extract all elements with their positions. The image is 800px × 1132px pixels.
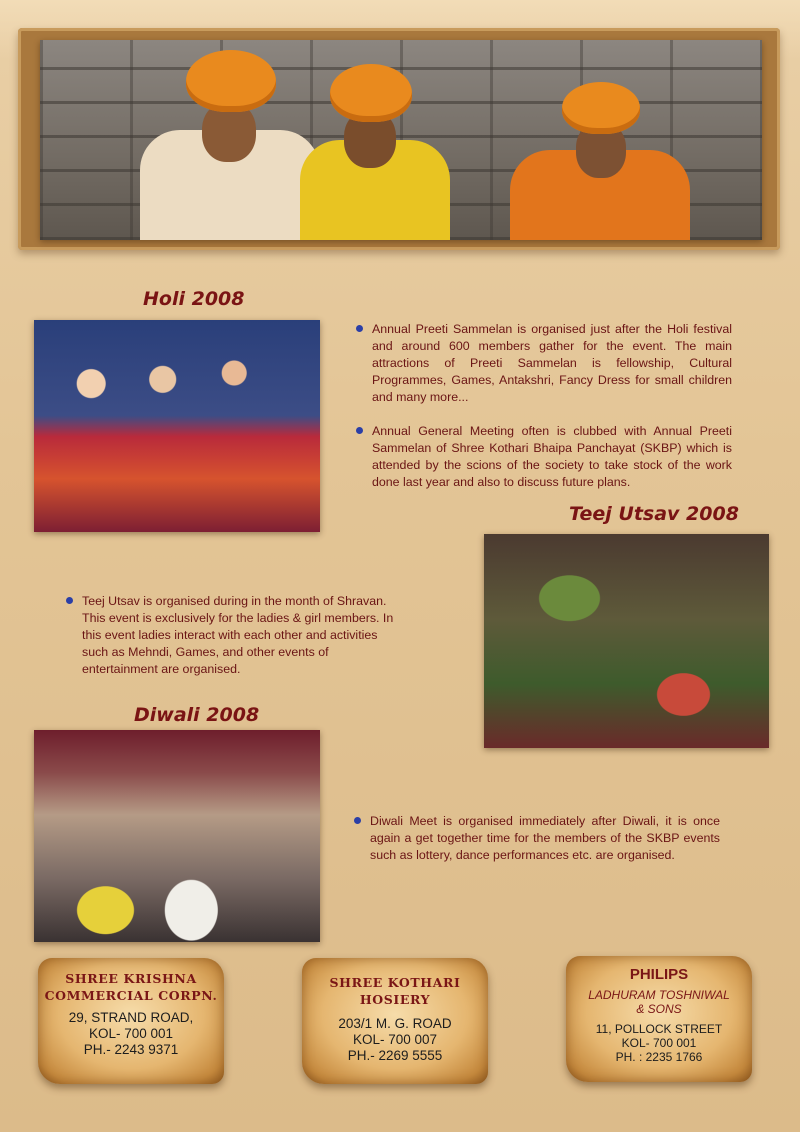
banner-photo-musicians [40,40,762,240]
ad-address-line: 29, STRAND ROAD, [68,1010,194,1025]
ad-phone-line: PH.- 2243 9371 [83,1042,179,1057]
holi-title: Holi 2008 [143,288,245,310]
ad-phone-line: PH.- 2269 5555 [347,1048,443,1063]
ad-address-line: KOL- 700 001 [621,1036,697,1050]
bullet-icon [354,817,361,824]
teej-paragraph: Teej Utsav is organised during in the month of Shravan. This event is exclusively for the ladies & girl members. In this event ladies interact with each other and activities such as Mehndi, Games, and other events of entertainment are organised. [82,593,402,678]
diwali-paragraph: Diwali Meet is organised immediately after Diwali, it is once again a get together time for the members of the SKBP events such as lottery, dance performances etc. are organised. [370,813,720,864]
ad-phone-line: PH. : 2235 1766 [615,1050,703,1064]
diwali-photo [34,730,320,942]
ad-scroll-philips [566,956,752,1082]
bullet-icon [356,427,363,434]
teej-photo [484,534,769,748]
teej-title: Teej Utsav 2008 [569,503,739,525]
ad-address-line: KOL- 700 001 [88,1026,174,1041]
holi-paragraph-2: Annual General Meeting often is clubbed with Annual Preeti Sammelan of Shree Kothari Bhaipa Panchayat (SKBP) which is attended by the scions of the society to take stock of the work done last year and also to discuss future plans. [372,423,732,491]
ad-name-line: COMMERCIAL CORPN. [44,988,218,1003]
ad-address-line: 11, POLLOCK STREET [595,1022,723,1036]
ad-scroll-shree-krishna [38,958,224,1084]
ad-name-line: SHREE KOTHARI [329,975,461,990]
ad-name-line: HOSIERY [359,992,431,1007]
musician-figure-center [300,50,450,240]
holi-paragraph-1: Annual Preeti Sammelan is organised just after the Holi festival and around 600 members gather for the event. The main attractions of Preeti Sammelan is fellowship, Cultural Programmes, Games, Antakshri, Fancy Dress for small children and many more... [372,321,732,406]
ad-address-line: 203/1 M. G. ROAD [338,1016,452,1031]
diwali-title: Diwali 2008 [134,704,260,726]
ad-address-line: KOL- 700 007 [352,1032,438,1047]
holi-photo [34,320,320,532]
musician-figure-right [510,70,690,240]
ad-scroll-kothari-hosiery [302,958,488,1084]
bullet-icon [66,597,73,604]
ad-sub-line: LADHURAM TOSHNIWAL [588,988,730,1002]
bullet-icon [356,325,363,332]
ad-sub-line: & SONS [636,1002,682,1016]
ad-name-line: SHREE KRISHNA [65,971,197,986]
ad-brand-name: PHILIPS [629,966,689,983]
